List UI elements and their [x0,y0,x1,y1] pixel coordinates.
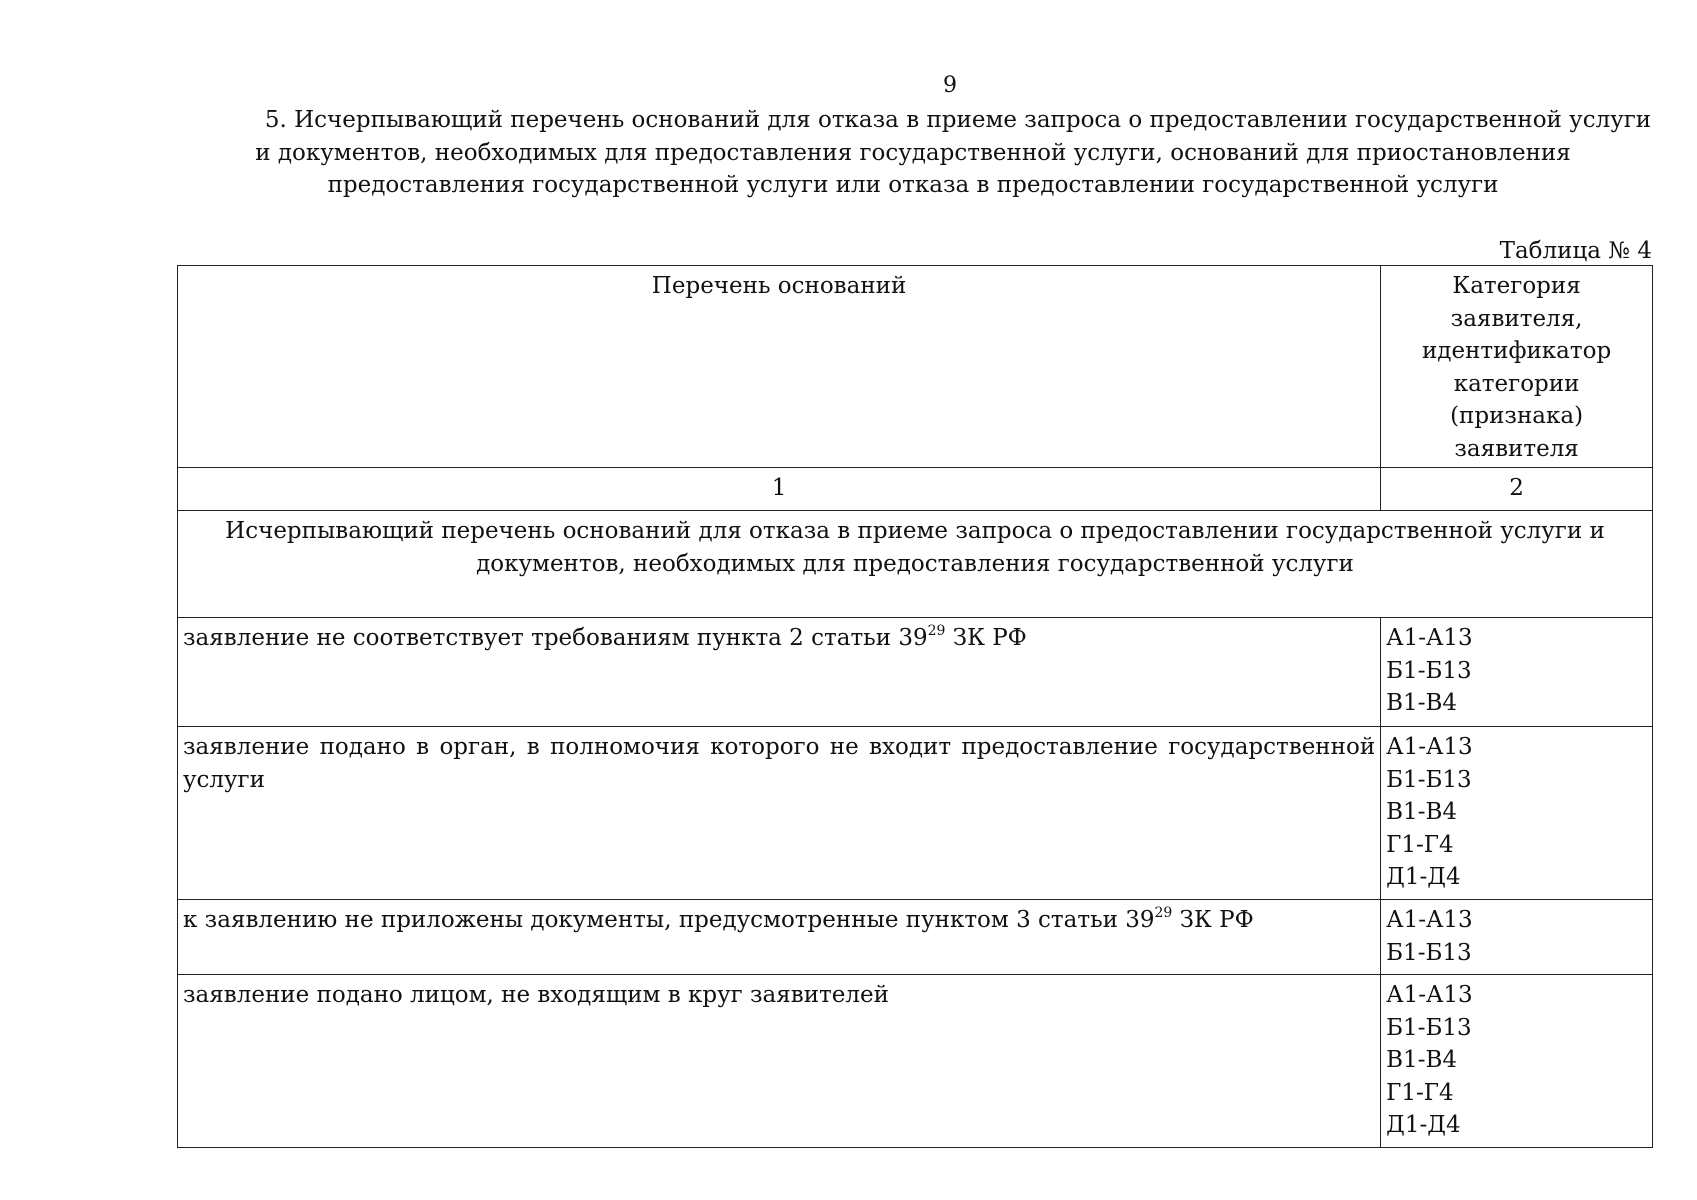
column-number-1: 1 [178,468,1381,511]
reason-cell [178,975,1381,1148]
reason-text: заявление подано лицом, не входящим в круг заявителей [183,982,889,1008]
category-code: В1-В4 [1386,690,1457,716]
category-codes-cell [1381,727,1653,900]
subsection-row [178,511,1653,618]
table-row [178,975,1653,1148]
table-row [178,900,1653,975]
table-header-row [178,266,1653,468]
category-codes-cell [1381,900,1653,975]
reason-text-tail: ЗК РФ [945,625,1027,651]
reason-cell [178,618,1381,727]
table-row [178,727,1653,900]
category-codes-cell [1381,975,1653,1148]
section-heading: 5. Исчерпывающий перечень оснований для отказа в приеме запроса о предоставлении государственной услуги и документов, необходимых для предоставления государственной услуги, оснований для приостановления предоставления государственной услуги или отказа в предоставлении государственной услуги [255,107,1652,198]
reason-text-tail: ЗК РФ [1172,907,1254,933]
column-number-2: 2 [1381,468,1653,511]
table-caption: Таблица № 4 [1499,238,1652,264]
page-number: 9 [943,73,957,98]
reason-text: заявление не соответствует требованиям пункта 2 статьи 39 [183,625,928,651]
header-grounds: Перечень оснований [178,266,1381,468]
category-code: В1-В4 [1386,1047,1457,1073]
grounds-table [177,265,1653,1148]
category-code: Д1-Д4 [1386,864,1461,890]
category-code: А1-А13 [1386,625,1473,651]
category-code: Б1-Б13 [1386,939,1472,966]
reason-superscript: 29 [1154,905,1173,921]
category-code: Б1-Б13 [1386,766,1472,793]
category-code: Г1-Г4 [1386,831,1454,858]
reason-superscript: 29 [927,623,946,639]
column-number-row [178,468,1653,511]
reason-cell [178,727,1381,900]
reason-cell [178,900,1381,975]
table-row [178,618,1653,727]
category-code: Г1-Г4 [1386,1079,1454,1106]
reason-text: к заявлению не приложены документы, предусмотренные пунктом 3 статьи 39 [183,907,1155,933]
category-code: А1-А13 [1386,907,1473,933]
category-codes-cell [1381,618,1653,727]
category-code: В1-В4 [1386,799,1457,825]
category-code: А1-А13 [1386,734,1473,760]
category-code: Д1-Д4 [1386,1112,1461,1138]
category-code: Б1-Б13 [1386,1014,1472,1041]
category-code: Б1-Б13 [1386,657,1472,684]
header-category: Категория заявителя, идентификатор категории (признака) заявителя [1381,266,1653,468]
subsection-title: Исчерпывающий перечень оснований для отказа в приеме запроса о предоставлении государственной услуги и документов, необходимых для предоставления государственной услуги [178,511,1653,618]
reason-text: заявление подано в орган, в полномочия которого не входит предоставление государственной услуги [183,734,1376,793]
category-code: А1-А13 [1386,982,1473,1008]
